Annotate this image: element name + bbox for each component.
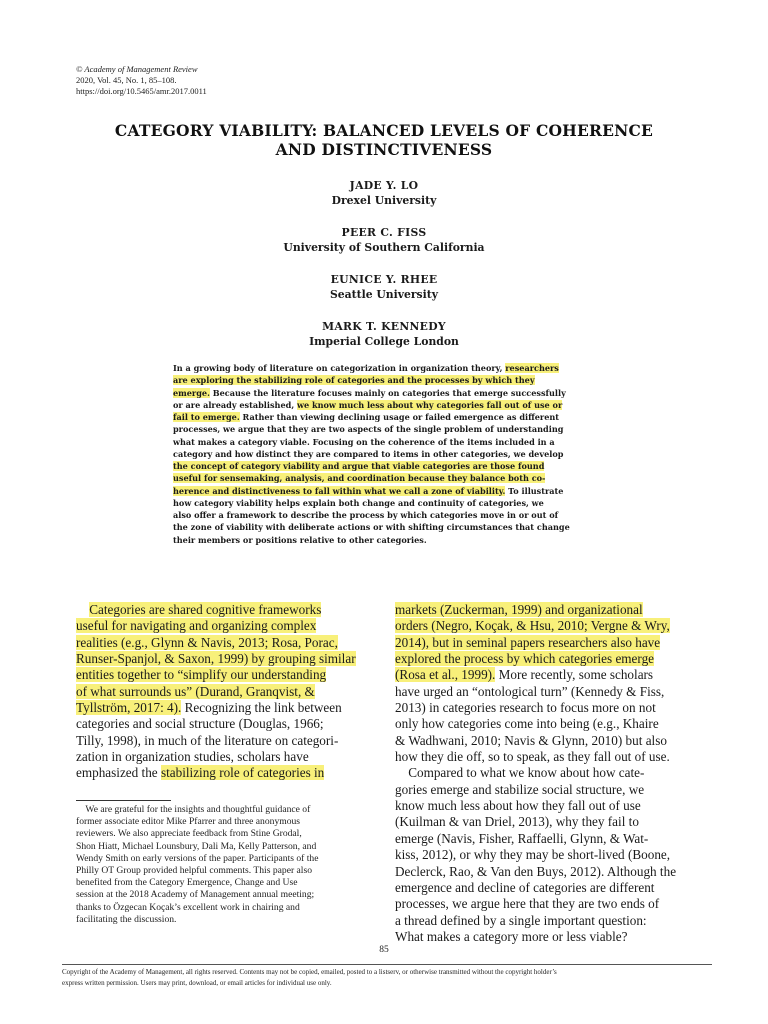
body-line — [76, 635, 376, 651]
author-block — [60, 225, 708, 272]
plain-text: In a growing body of literature on categorization in organization theory, — [173, 363, 506, 373]
body-line — [395, 798, 695, 814]
body-line — [76, 684, 376, 700]
abstract-line — [173, 448, 597, 460]
author-affiliation: Seattle University — [329, 288, 438, 301]
author-list — [60, 178, 708, 366]
highlighted-text: entities together to “simplify our understanding — [76, 667, 327, 683]
footnote-line: Wendy Smith on early versions of the paper. Participants of the — [76, 852, 319, 864]
highlighted-text: useful for sensemaking, analysis, and coordination because they balance both co- — [173, 473, 546, 484]
plain-text: have urged an “ontological turn” (Kennedy & Fiss, — [395, 683, 665, 699]
author-affiliation: Drexel University — [331, 194, 437, 207]
author-affiliation: Imperial College London — [309, 335, 459, 348]
journal-name: © Academy of Management Review — [76, 64, 198, 74]
acknowledgment-footnote — [76, 804, 376, 926]
plain-text: or are already established, — [173, 399, 297, 410]
footnote-line: session at the 2018 Academy of Management annual meeting; — [76, 889, 315, 901]
body-line — [395, 814, 695, 830]
footnote-divider — [76, 800, 171, 801]
body-line — [395, 667, 695, 683]
plain-text: only how categories come into being (e.g., Khaire — [395, 716, 659, 732]
plain-text: what makes a category viable. Focusing on the coherence of the items included in a — [173, 436, 555, 447]
abstract-line — [173, 534, 597, 546]
plain-text: & Wadhwani, 2010; Navis & Glynn, 2010) but also — [395, 732, 667, 748]
body-line — [76, 667, 376, 683]
highlighted-text: Runser-Spanjol, & Saxon, 1999) by grouping similar — [76, 651, 356, 667]
plain-text: emerge (Navis, Fisher, Raffaelli, Glynn, & Wat- — [395, 830, 649, 846]
body-line — [76, 618, 376, 634]
plain-text: emphasized the — [76, 765, 161, 781]
footnote-line: benefited from the Category Emergence, Change and Use — [76, 877, 298, 889]
plain-text — [76, 602, 89, 617]
body-line — [395, 864, 695, 880]
plain-text: categories and social structure (Douglas, 1966; — [76, 716, 324, 732]
highlighted-text: are exploring the stabilizing role of categories and the processes by which they — [173, 375, 535, 386]
abstract-line — [173, 509, 597, 521]
plain-text: To illustrate — [505, 485, 564, 496]
body-line — [395, 651, 695, 667]
plain-text: category and how distinct they are compared to items in other categories, we develop — [173, 448, 564, 459]
copyright-notice — [62, 964, 712, 988]
highlighted-text: fail to emerge. — [173, 412, 240, 422]
plain-text: Rather than viewing declining usage or failed emergence as different — [239, 412, 560, 422]
abstract-line — [173, 362, 597, 374]
plain-text: how they die off, so to speak, as they fall out of use. — [395, 749, 670, 765]
body-line — [76, 716, 376, 732]
abstract-line — [173, 472, 597, 484]
highlighted-text: realities (e.g., Glynn & Navis, 2013; Rosa, Porac, — [76, 634, 338, 650]
plain-text: processes, we argue that they are two aspects of the single problem of understanding — [173, 424, 564, 435]
plain-text: Because the literature focuses mainly on categories that emerge successfully — [209, 387, 566, 398]
abstract-line — [173, 411, 597, 423]
highlighted-text: Categories are shared cognitive frameworks — [89, 602, 322, 617]
plain-text: how category viability helps explain both change and continuity of categories, we — [173, 497, 544, 508]
body-column-left — [76, 602, 376, 782]
highlighted-text: 2014), but in seminal papers researchers also have — [395, 634, 661, 650]
abstract-line — [173, 423, 597, 435]
body-line — [395, 700, 695, 716]
author-name: EUNICE Y. RHEE — [330, 273, 438, 286]
title-line-2: AND DISTINCTIVENESS — [275, 140, 493, 159]
plain-text: Declerck, Rao, & Van den Buys, 2012). Although the — [395, 863, 677, 879]
plain-text: emergence and decline of categories are different — [395, 879, 655, 895]
abstract-line — [173, 521, 597, 533]
plain-text: Recognizing the link between — [181, 700, 342, 716]
author-name: MARK T. KENNEDY — [322, 320, 446, 333]
abstract-line — [173, 436, 597, 448]
highlighted-text: Tyllström, 2017: 4). — [76, 700, 182, 716]
body-line — [395, 929, 695, 945]
body-line — [395, 684, 695, 700]
plain-text: their members or positions relative to other categories. — [173, 534, 427, 545]
abstract — [173, 362, 597, 546]
plain-text: 2013) in categories research to focus more on not — [395, 700, 656, 716]
footnote-line: Shon Hiatt, Michael Lounsbury, Dali Ma, Kelly Patterson, and — [76, 840, 317, 852]
page-number: 85 — [379, 945, 389, 955]
plain-text: also offer a framework to describe the process by which categories move in or out of — [173, 510, 559, 520]
plain-text: What makes a category more or less viable? — [395, 928, 628, 944]
footnote-line: reviewers. We also appreciate feedback from Stine Grodal, — [76, 828, 302, 840]
plain-text: Compared to what we know about how cate- — [395, 765, 645, 781]
body-line — [395, 831, 695, 847]
plain-text: a thread defined by a single important question: — [395, 912, 647, 928]
body-line — [395, 782, 695, 798]
copyright-line: Copyright of the Academy of Management, all rights reserved. Contents may not be copied, emailed, posted to a listserv, or otherwise transmitted without the copyright holder’s — [62, 968, 557, 976]
footnote-line: Philly OT Group provided helpful comments. This paper also — [76, 864, 312, 876]
body-line — [395, 847, 695, 863]
body-line — [76, 749, 376, 765]
author-block — [60, 272, 708, 319]
copyright-line: express written permission. Users may print, download, or email articles for individual use only. — [62, 978, 332, 987]
body-line — [76, 651, 376, 667]
plain-text: processes, we argue here that they are two ends of — [395, 896, 660, 912]
plain-text: kiss, 2012), or why they may be short-lived (Boone, — [395, 847, 671, 863]
doi-link[interactable]: https://doi.org/10.5465/amr.2017.0011 — [76, 86, 207, 96]
body-column-right — [395, 602, 695, 945]
body-line — [395, 618, 695, 634]
footnote-line: former associate editor Mike Pfarrer and three anonymous — [76, 816, 301, 828]
body-line — [395, 749, 695, 765]
abstract-line — [173, 399, 597, 411]
plain-text: zation in organization studies, scholars have — [76, 749, 309, 765]
footnote-line: thanks to Özgecan Koçak’s excellent work in chairing and — [76, 901, 300, 913]
highlighted-text: markets (Zuckerman, 1999) and organizational — [395, 602, 643, 617]
volume-info: 2020, Vol. 45, No. 1, 85–108. — [76, 75, 177, 85]
footnote-line: We are grateful for the insights and thoughtful guidance of — [76, 804, 311, 815]
plain-text: More recently, some scholars — [495, 667, 654, 683]
author-name: JADE Y. LO — [349, 179, 419, 192]
abstract-line — [173, 460, 597, 472]
article-meta — [76, 64, 207, 97]
plain-text: gories emerge and stabilize social structure, we — [395, 781, 645, 797]
body-line — [395, 896, 695, 912]
highlighted-text: stabilizing role of categories in — [160, 765, 325, 781]
author-block — [60, 178, 708, 225]
body-line — [76, 700, 376, 716]
highlighted-text: herence and distinctiveness to fall within what we call a zone of viability. — [173, 485, 506, 496]
plain-text: Tilly, 1998), in much of the literature on categori- — [76, 732, 339, 748]
article-title — [60, 121, 708, 159]
highlighted-text: orders (Negro, Koçak, & Hsu, 2010; Vergne & Wry, — [395, 618, 670, 634]
highlighted-text: the concept of category viability and argue that viable categories are those found — [173, 461, 545, 471]
body-line — [76, 602, 376, 618]
body-line — [395, 765, 695, 781]
highlighted-text: explored the process by which categories emerge — [395, 651, 655, 667]
body-line — [395, 733, 695, 749]
author-name: PEER C. FISS — [341, 226, 427, 239]
abstract-line — [173, 374, 597, 386]
body-line — [395, 880, 695, 896]
body-line — [76, 733, 376, 749]
author-affiliation: University of Southern California — [283, 241, 485, 254]
author-block — [60, 319, 708, 366]
body-line — [395, 635, 695, 651]
highlighted-text: (Rosa et al., 1999). — [395, 667, 496, 683]
abstract-line — [173, 387, 597, 399]
highlighted-text: we know much less about why categories fall out of use or — [296, 399, 563, 410]
plain-text: (Kuilman & van Driel, 2013), why they fail to — [395, 814, 639, 830]
abstract-line — [173, 497, 597, 509]
highlighted-text: researchers — [505, 363, 559, 373]
footnote-line: facilitating the discussion. — [76, 913, 177, 925]
plain-text: know much less about how they fall out of use — [395, 798, 641, 814]
body-line — [395, 602, 695, 618]
body-line — [76, 765, 376, 781]
plain-text: the zone of viability with deliberate actions or with shifting circumstances that change — [173, 522, 570, 533]
highlighted-text: emerge. — [173, 387, 210, 398]
abstract-line — [173, 485, 597, 497]
body-line — [395, 913, 695, 929]
highlighted-text: useful for navigating and organizing complex — [76, 618, 317, 634]
highlighted-text: of what surrounds us” (Durand, Granqvist, & — [76, 683, 315, 699]
title-line-1: CATEGORY VIABILITY: BALANCED LEVELS OF COHERENCE — [114, 121, 654, 140]
body-line — [395, 716, 695, 732]
